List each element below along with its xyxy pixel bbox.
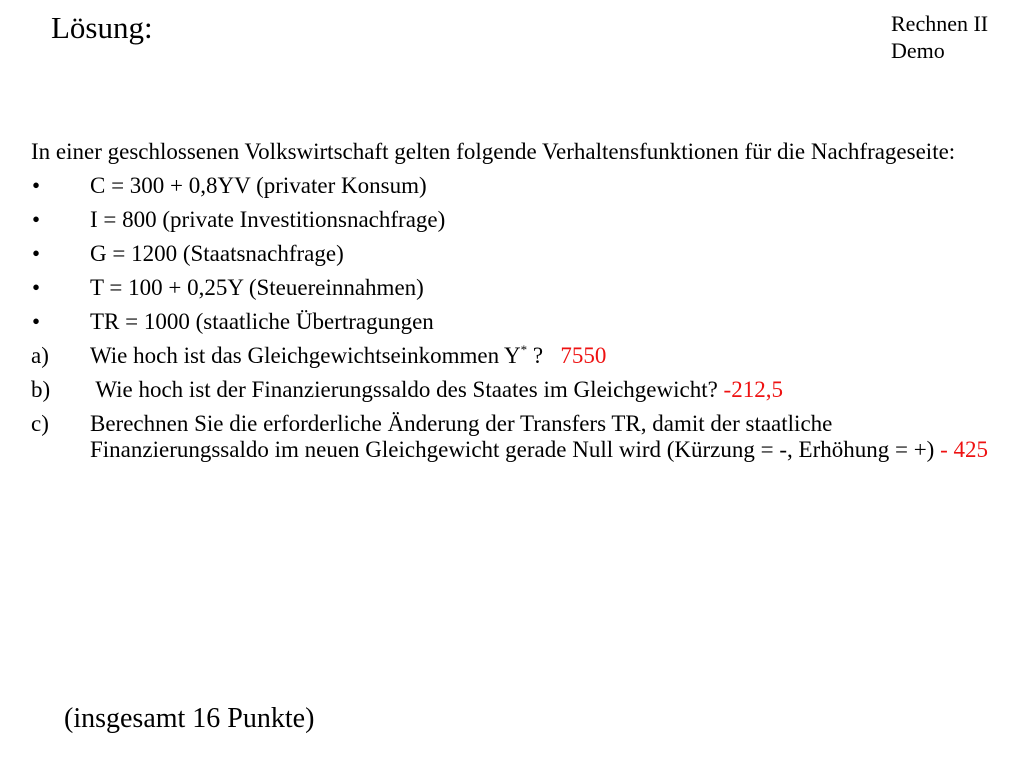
answer-value: - 425 [940, 437, 989, 462]
question-marker: b) [31, 377, 51, 402]
function-item [31, 275, 991, 301]
question-a [31, 343, 991, 369]
function-text: I = 800 (private Investitionsnachfrage) [90, 207, 446, 232]
question-text: Berechnen Sie die erforderliche Änderung der Transfers TR, damit der staatliche Finanzierungssaldo im neuen Gleichgewicht gerade Null wird (Kürzung = -, Erhöhung = +) [90, 411, 941, 462]
course-subtitle: Demo [891, 38, 945, 63]
answer-value: 7550 [560, 343, 607, 368]
function-text: TR = 1000 (staatliche Übertragungen [90, 309, 434, 334]
slide-title: Lösung: [51, 10, 153, 45]
function-text: T = 100 + 0,25Y (Steuereinnahmen) [90, 275, 424, 300]
question-text: Wie hoch ist das Gleichgewichtseinkommen Y [90, 343, 521, 368]
bullet-icon: • [32, 241, 41, 266]
function-text: G = 1200 (Staatsnachfrage) [90, 241, 344, 266]
function-item [31, 207, 991, 233]
question-suffix: ? [527, 343, 544, 368]
bullet-icon: • [32, 275, 41, 300]
answer-value: -212,5 [723, 377, 783, 402]
course-label [891, 10, 988, 64]
exercise-body [31, 139, 991, 471]
function-text: C = 300 + 0,8YV (privater Konsum) [90, 173, 427, 198]
function-item [31, 241, 991, 267]
equilibrium-star: * [520, 342, 528, 357]
question-c [31, 411, 991, 463]
bullet-icon: • [32, 309, 41, 334]
course-name: Rechnen II [891, 11, 989, 36]
intro-text: In einer geschlossenen Volkswirtschaft gelten folgende Verhaltensfunktionen für die Nachfrageseite: [31, 139, 956, 164]
question-b [31, 377, 991, 403]
bullet-icon: • [32, 173, 41, 198]
bullet-icon: • [32, 207, 41, 232]
function-item [31, 309, 991, 335]
total-points: (insgesamt 16 Punkte) [64, 703, 315, 734]
function-item [31, 173, 991, 199]
question-text: Wie hoch ist der Finanzierungssaldo des Staates im Gleichgewicht? [90, 377, 724, 402]
question-marker: a) [31, 343, 49, 368]
question-marker: c) [31, 411, 49, 436]
